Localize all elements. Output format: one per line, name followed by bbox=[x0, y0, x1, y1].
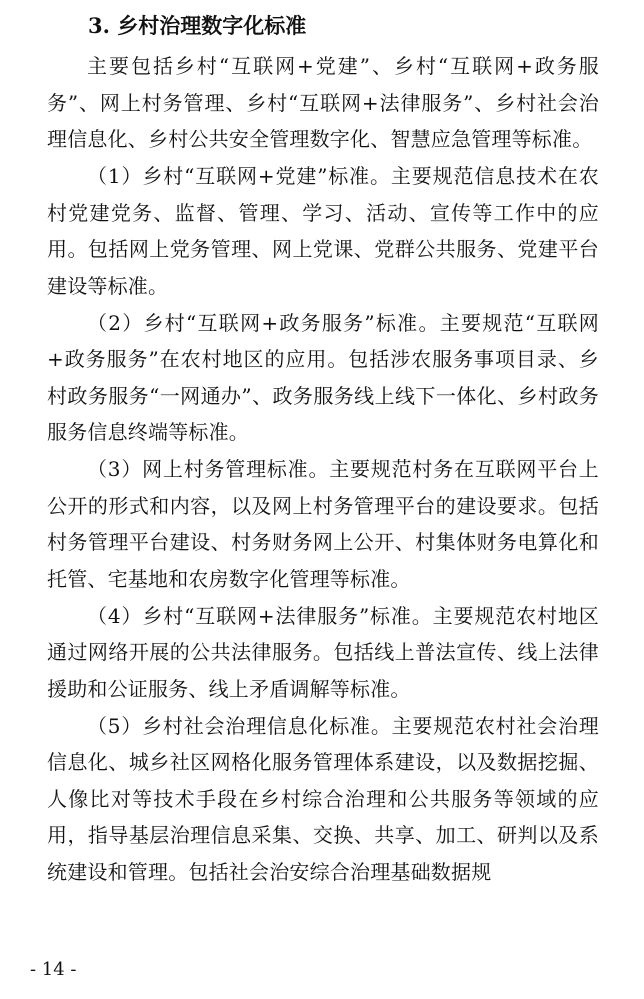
paragraph-social-governance: （5）乡村社会治理信息化标准。主要规范农村社会治理信息化、城乡社区网格化服务管理体系建设，以及数据挖掘、人像比对等技术手段在乡村综合治理和公共服务等领域的应用，指导基层治理信息采集、交换、共享、加工、研判以及系统建设和管理。包括社会治安综合治理基础数据规 bbox=[47, 713, 599, 884]
page-number: - 14 - bbox=[30, 959, 77, 980]
paragraph-legal-services: （4）乡村“互联网+法律服务”标准。主要规范农村地区通过网络开展的公共法律服务。包括线上普法宣传、线上法律援助和公证服务、线上矛盾调解等标准。 bbox=[47, 603, 599, 701]
paragraph-village-affairs: （3）网上村务管理标准。主要规范村务在互联网平台上公开的形式和内容，以及网上村务管理平台的建设要求。包括村务管理平台建设、村务财务网上公开、村集体财务电算化和托管、宅基地和农房数字化管理等标准。 bbox=[47, 457, 599, 591]
paragraph-intro: 主要包括乡村“互联网+党建”、乡村“互联网+政务服务”、网上村务管理、乡村“互联网+法律服务”、乡村社会治理信息化、乡村公共安全管理数字化、智慧应急管理等标准。 bbox=[47, 54, 599, 151]
paragraph-party-building: （1）乡村“互联网+党建”标准。主要规范信息技术在农村党建党务、监督、管理、学习、活动、宣传等工作中的应用。包括网上党务管理、网上党课、党群公共服务、党建平台建设等标准。 bbox=[47, 164, 599, 298]
paragraph-government-services: （2）乡村“互联网+政务服务”标准。主要规范“互联网+政务服务”在农村地区的应用。包括涉农服务事项目录、乡村政务服务“一网通办”、政务服务线上线下一体化、乡村政务服务信息终端等标准。 bbox=[47, 310, 599, 444]
section-body bbox=[47, 48, 599, 890]
section-heading: 3. 乡村治理数字化标准 bbox=[88, 13, 307, 38]
